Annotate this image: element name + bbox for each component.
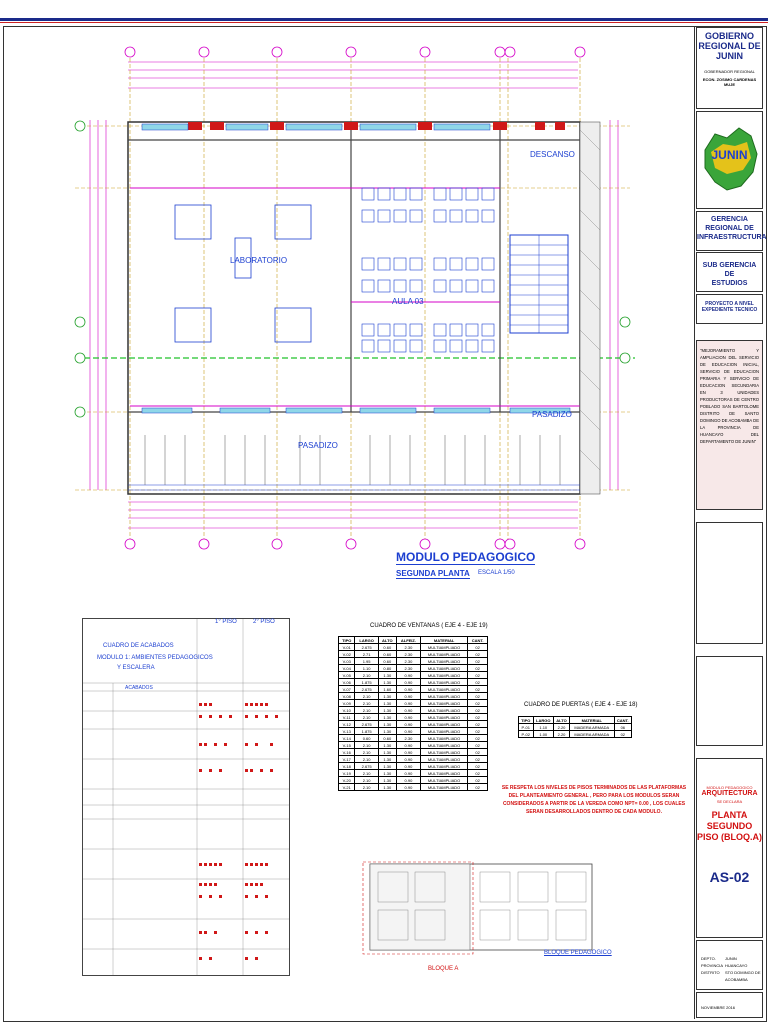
windows-cell: MULTIAMPLIADO [421,672,468,679]
finishes-title-3: Y ESCALERA [117,665,155,671]
gov-line-2: REGIONAL DE [698,41,761,51]
windows-cell: 2.10 [355,693,378,700]
windows-cell: V-17 [339,756,355,763]
windows-row [339,728,488,735]
windows-cell: 2.10 [355,756,378,763]
doors-table [518,716,632,738]
windows-cell: 1.30 [378,714,396,721]
windows-cell: V-06 [339,679,355,686]
loc-value-dept: JUNIN [725,956,737,961]
windows-cell: 1.10 [355,665,378,672]
windows-cell: 1.30 [378,777,396,784]
windows-row [339,749,488,756]
windows-cell: V-03 [339,658,355,665]
keyplan-label-a: BLOQUE A [428,966,459,972]
tb-date [696,992,763,1018]
gov-role: GOBERNADOR REGIONAL [704,69,755,74]
doors-cell: 1.10 [533,724,554,731]
windows-cell: 0.90 [396,784,420,791]
windows-cell: 2.10 [355,770,378,777]
windows-cell: 0.90 [396,728,420,735]
windows-cell: 0.60 [355,735,378,742]
windows-cell: V-18 [339,763,355,770]
left-dimension-lines [90,120,106,490]
windows-row [339,707,488,714]
specialty-small: MODULO PEDAGOGICO [706,785,753,790]
windows-cell: 0.90 [396,742,420,749]
gov-line-1: GOBIERNO [704,31,754,41]
windows-cell: 1.30 [378,728,396,735]
windows-cell: 02 [468,714,488,721]
windows-cell: 02 [468,700,488,707]
doors-header-cell: MATERIAL [569,717,614,724]
windows-cell: V-21 [339,784,355,791]
windows-cell: 02 [468,707,488,714]
windows-cell: 2.675 [355,686,378,693]
top-dimension-lines [128,62,578,88]
windows-cell: 0.90 [396,714,420,721]
doors-cell: 06 [614,724,631,731]
project-level-2: EXPEDIENTE TECNICO [701,307,758,313]
doors-cell: 2.20 [554,731,570,738]
windows-cell: 2.10 [355,700,378,707]
windows-cell: MULTIAMPLIADO [421,742,468,749]
axis-bubbles-side [75,121,630,417]
windows-cell: MULTIAMPLIADO [421,686,468,693]
windows-cell: 2.30 [396,644,420,651]
windows-cell: 0.60 [378,658,396,665]
windows-cell: MULTIAMPLIADO [421,749,468,756]
sheet-top-border [0,18,768,21]
classroom-desks [362,188,494,352]
windows-cell: 2.30 [396,665,420,672]
loc-value-dist: STO DOMINGO DE ACOBAMBA [725,970,761,982]
windows-cell: 02 [468,665,488,672]
room-label-aula: AULA 03 [392,297,424,306]
horizontal-axis-lines [75,126,630,490]
windows-header-cell: LARGO [355,637,378,644]
plan-subtitle: SEGUNDA PLANTA [396,569,470,578]
windows-table [338,636,488,791]
loc-value-prov: HUANCAYO [725,963,748,968]
windows-cell: V-08 [339,693,355,700]
windows-cell: MULTIAMPLIADO [421,651,468,658]
windows-cell: 0.90 [396,763,420,770]
windows-cell: MULTIAMPLIADO [421,756,468,763]
windows-header-cell: ALFEIZ. [396,637,420,644]
tb-project-level [696,294,763,324]
sheet-title-2: PISO (BLOQ.A) [697,832,762,842]
room-label-descanso: DESCANSO [530,150,575,159]
corridor-balusters [145,435,560,485]
windows-cell: 2.675 [355,763,378,770]
finishes-header: ACABADOS [125,685,153,691]
room-label-pasadizo-2: PASADIZO [532,410,572,419]
windows-cell: 1.30 [378,749,396,756]
windows-cell: 0.90 [396,700,420,707]
windows-cell: 2.675 [355,644,378,651]
windows-cell: 02 [468,763,488,770]
windows-cell: 02 [468,777,488,784]
windows-row [339,651,488,658]
windows-header-cell: CANT. [468,637,488,644]
windows-cell: 2.10 [355,714,378,721]
windows-cell: 1.30 [378,700,396,707]
block-small: SE DECLARA [716,799,743,804]
windows-cell: 1.30 [378,784,396,791]
windows-cell: 02 [468,749,488,756]
beam-lines [130,188,580,406]
project-level-1: PROYECTO A NIVEL [705,301,754,307]
windows-cell: 0.90 [396,770,420,777]
loc-label-dist: DISTRITO [701,970,720,975]
windows-cell: MULTIAMPLIADO [421,700,468,707]
windows-cell: 0.60 [378,651,396,658]
windows-cell: V-05 [339,672,355,679]
tb-subgerencia [696,252,763,292]
windows-cell: 2.675 [355,721,378,728]
windows-row [339,763,488,770]
windows-cell: 2.10 [355,672,378,679]
tb-signature-2 [696,656,763,746]
windows-cell: 2.10 [355,749,378,756]
doors-row [519,724,632,731]
windows-cell: 02 [468,721,488,728]
gov-line-3: JUNIN [715,51,743,61]
doors-cell: P-01 [519,724,534,731]
date-value: NOVIEMBRE 2016 [701,1005,736,1010]
staircase [510,235,568,333]
doors-cell: P-02 [519,731,534,738]
windows-cell: MULTIAMPLIADO [421,735,468,742]
windows-row [339,672,488,679]
windows-cell: 1.60 [378,686,396,693]
windows-row [339,693,488,700]
windows-row [339,721,488,728]
windows-cell: MULTIAMPLIADO [421,665,468,672]
windows-table-title: CUADRO DE VENTANAS ( EJE 4 - EJE 19) [370,623,488,629]
windows-cell: 02 [468,770,488,777]
room-label-laboratorio: LABORATORIO [230,256,288,265]
project-description: "MEJORAMIENTO Y AMPLIACION DEL SERVICIO DE EDUCACION INICIAL, SERVICIO DE EDUCACION PRIMARIA Y SERVICIO DE EDUCACION SECUNDARIA EN 3 UNIDADES PRODUCTORAS DE CENTRO POBLADO SAN BARTOLOME DISTRITO DE SANTO DOMINGO DE ACOBAMBA DE LA PROVINCIA DE HUANCAYO DEL DEPARTAMENTO DE JUNIN" [700,348,759,444]
windows-cell: 02 [468,658,488,665]
windows-cell: V-10 [339,707,355,714]
windows-cell: 0.90 [396,721,420,728]
windows-cell: 1.875 [355,728,378,735]
windows-cell: V-13 [339,728,355,735]
doors-cell: MADERA ARMADA [569,724,614,731]
windows-cell: 0.90 [396,679,420,686]
windows-header-cell: MATERIAL [421,637,468,644]
windows-cell: MULTIAMPLIADO [421,707,468,714]
finishes-table [82,618,290,976]
windows-cell: 1.30 [378,742,396,749]
windows-row [339,735,488,742]
windows-cell: V-11 [339,714,355,721]
windows-cell: 02 [468,742,488,749]
windows-row [339,770,488,777]
windows-cell: 1.30 [378,756,396,763]
windows-cell: 0.90 [396,777,420,784]
windows-cell: 1.875 [355,679,378,686]
subgerencia-line-2: ESTUDIOS [711,280,748,287]
windows-row [339,742,488,749]
windows-cell: 02 [468,644,488,651]
gerencia-line-3: INFRAESTRUCTURA [697,234,767,241]
windows-cell: 0.90 [396,756,420,763]
windows-cell: V-20 [339,777,355,784]
windows-cell: MULTIAMPLIADO [421,644,468,651]
tb-logo [696,111,763,209]
windows-cell: 02 [468,735,488,742]
windows-cell: 1.95 [355,658,378,665]
corridor-railing [128,485,580,490]
lab-tables [175,205,311,342]
windows-header-row [339,637,488,644]
tb-government [696,27,763,109]
windows-cell: 1.30 [378,770,396,777]
windows-cell: 02 [468,679,488,686]
doors-cell: MADERA ARMADA [569,731,614,738]
sheet-title-1: PLANTA SEGUNDO [706,810,753,831]
gov-name: ECON. ZOSIMO CARDENAS MUJE [702,77,757,87]
finishes-title-1: CUADRO DE ACABADOS [103,643,174,649]
right-dimension-lines [610,120,618,490]
doors-table-title: CUADRO DE PUERTAS ( EJE 4 - EJE 18) [524,702,638,708]
windows-row [339,777,488,784]
windows-cell: 0.80 [378,665,396,672]
axis-bubbles-bottom [125,539,585,549]
windows-cell: V-09 [339,700,355,707]
windows-cell: MULTIAMPLIADO [421,714,468,721]
windows-cell: 0.90 [396,693,420,700]
windows-cell: 2.10 [355,784,378,791]
doors-cell: 1.00 [533,731,554,738]
windows-cell: 0.90 [396,707,420,714]
doors-header-cell: LARGO [533,717,554,724]
finishes-col-floor1: 1° PISO [215,619,237,625]
windows-cell: 2.10 [355,742,378,749]
tb-sheet-info [696,758,763,938]
windows-cell: V-16 [339,749,355,756]
tb-project-description [696,340,763,510]
windows-cell: V-15 [339,742,355,749]
windows-cell: 2.10 [355,777,378,784]
windows-cell: 1.30 [378,672,396,679]
windows-cell: V-19 [339,770,355,777]
windows-cell: 02 [468,693,488,700]
windows-cell: MULTIAMPLIADO [421,693,468,700]
windows-cell: 0.90 [396,686,420,693]
sheet-top-border-red [0,22,768,23]
windows-row [339,700,488,707]
windows-header-cell: ALTO [378,637,396,644]
loc-label-dept: DEPTO. [701,956,716,961]
windows-header-cell: TIPO [339,637,355,644]
windows-cell: MULTIAMPLIADO [421,679,468,686]
plan-scale: ESCALA 1/50 [478,570,515,576]
windows-cell: 02 [468,728,488,735]
windows-row [339,756,488,763]
doors-cell: 2.20 [554,724,570,731]
windows-row [339,784,488,791]
doors-header-cell: TIPO [519,717,534,724]
windows-cell: 02 [468,672,488,679]
windows-row [339,644,488,651]
windows-cell: V-12 [339,721,355,728]
subgerencia-line-1: SUB GERENCIA DE [702,262,757,278]
finishes-col-floor2: 2° PISO [253,619,275,625]
levels-note: SE RESPETA LOS NIVELES DE PISOS TERMINADOS DE LAS PLATAFORMAS DEL PLANTEAMIENTO GENERAL , PERO PARA LOS MODULOS SERAN CONSIDERADOS A PARTIR DE LA VEREDA COMO NPT= 0.00 , LOS CUALES SERAN DESARROLLADOS DENTRO DE CADA MODULO. [501,785,687,815]
gerencia-line-1: GERENCIA [711,216,748,223]
windows-cell: 0.60 [378,644,396,651]
windows-cell: 2.30 [396,658,420,665]
specialty: ARQUITECTURA [701,790,758,797]
windows-cell: MULTIAMPLIADO [421,777,468,784]
windows-cell: V-02 [339,651,355,658]
finishes-grid [83,619,289,975]
windows-row [339,665,488,672]
windows-cell: 0.60 [378,735,396,742]
doors-header-row [519,717,632,724]
doors-row [519,731,632,738]
windows-cell: V-07 [339,686,355,693]
finishes-title-2: MODULO 1: AMBIENTES PEDAGOGICOS [97,655,213,661]
windows-row [339,686,488,693]
windows-cell: 2.30 [396,651,420,658]
slab-edge [580,122,600,494]
windows-row [339,679,488,686]
windows-cell: MULTIAMPLIADO [421,728,468,735]
windows-cell: 2.71 [355,651,378,658]
windows-cell: 2.10 [355,707,378,714]
windows-cell: MULTIAMPLIADO [421,770,468,777]
windows-cell: 2.30 [396,735,420,742]
windows-cell: V-14 [339,735,355,742]
windows-cell: 02 [468,756,488,763]
windows-row [339,658,488,665]
floor-plan [70,40,680,550]
room-label-pasadizo-1: PASADIZO [298,441,338,450]
windows-cell: V-01 [339,644,355,651]
tb-location [696,940,763,990]
windows-cell: 1.30 [378,693,396,700]
windows-cell: MULTIAMPLIADO [421,721,468,728]
bottom-dimension-lines [128,502,578,528]
windows-cell: 1.30 [378,679,396,686]
axis-bubbles-top [125,47,585,57]
windows-cell: V-04 [339,665,355,672]
windows-cell: 02 [468,784,488,791]
windows-row [339,714,488,721]
logo-text: JUNIN [711,148,748,162]
windows-cell: 1.30 [378,721,396,728]
keyplan-label-b: BLOQUE PEDAGOGICO [544,950,612,956]
windows-cell: 1.30 [378,707,396,714]
doors-cell: 02 [614,731,631,738]
plan-title: MODULO PEDAGOGICO [396,550,536,564]
windows-cell: 02 [468,686,488,693]
tb-signature-1 [696,522,763,644]
windows-cell: MULTIAMPLIADO [421,763,468,770]
gerencia-line-2: REGIONAL DE [705,225,754,232]
windows-cell: MULTIAMPLIADO [421,784,468,791]
windows-cell: 02 [468,651,488,658]
sheet-code: AS-02 [709,869,750,885]
loc-label-prov: PROVINCIA [701,963,724,968]
windows-cell: MULTIAMPLIADO [421,658,468,665]
windows-cell: 1.30 [378,763,396,770]
doors-header-cell: CANT. [614,717,631,724]
windows-cell: 0.90 [396,672,420,679]
doors-header-cell: ALTO [554,717,570,724]
tb-gerencia [696,211,767,251]
windows-cell: 0.90 [396,749,420,756]
key-plan [360,858,596,958]
interior-walls [128,122,580,412]
